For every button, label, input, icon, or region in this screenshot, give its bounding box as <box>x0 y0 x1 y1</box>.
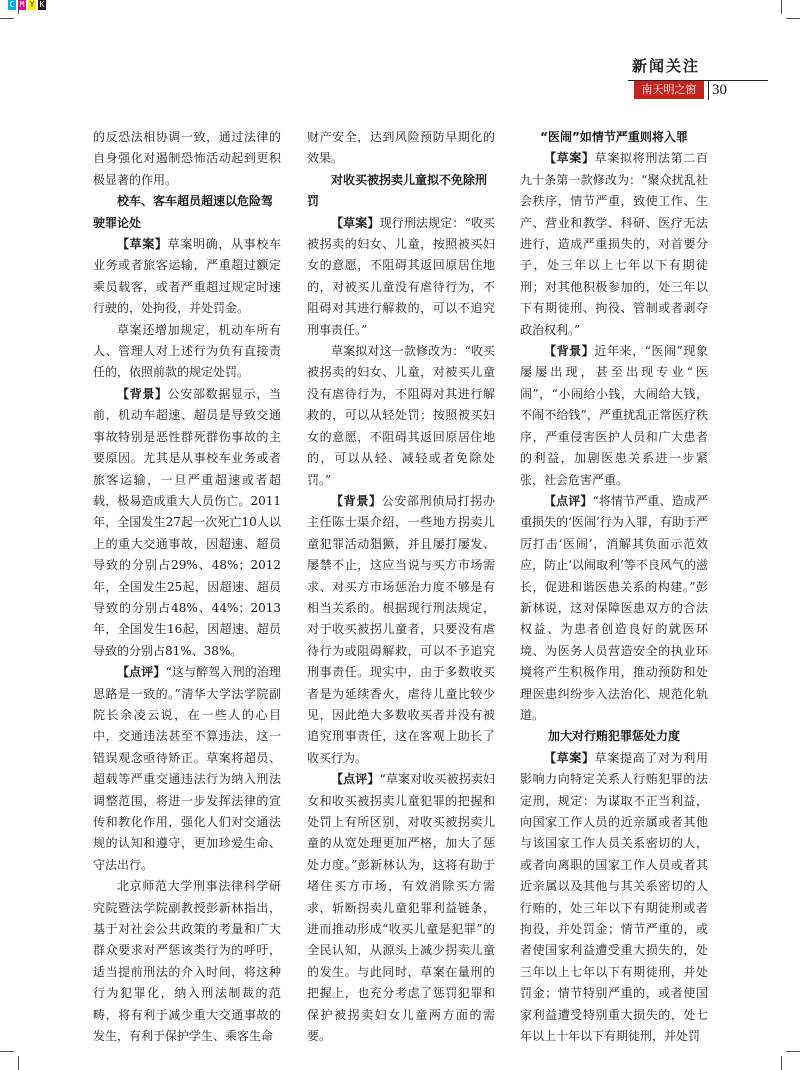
paragraph: 草案拟对这一款修改为：“收买被拐卖的妇女、儿童，对被买儿童没有虐待行为，不阻碍对其进行解救的，可以从轻处罚；按照被买妇女的意愿，不阻碍其返回原居住地的，可以从轻、减轻或者免除处罚。” <box>307 344 495 487</box>
label-tag: 【点评】 <box>331 772 380 787</box>
paragraph-text: “将情节严重、造成严重损失的‘医闹’行为入罪，有助于严厉打击‘医闹’，消解其负面示范效应，防止‘以闹取利’等不良风气的滋长，促进和谐医患关系的构建。”彭新林说，这对保障医患双方的合法权益、为患者创造良好的就医环境、为医务人员营造安全的执业环境将产生积极作用，推动预防和处理医患纠纷步入法治化、规范化轨道。 <box>520 493 708 722</box>
page-number-divider <box>708 81 709 100</box>
paragraph-text: 现行刑法规定：“收买被拐卖的妇女、儿童，按照被买妇女的意愿，不阻碍其返回原居住地的，对被买儿童没有虐待行为，不阻碍对其进行解救的，可以不追究刑事责任。” <box>307 215 495 337</box>
subheading: 校车、客车超员超速以危险驾驶罪论处 <box>93 194 274 230</box>
column-name-tag: 南天明之窗 <box>634 81 704 99</box>
article-column-2 <box>307 127 495 1047</box>
crop-mark-tr-v <box>781 0 782 14</box>
cmyk-m: M <box>19 0 25 9</box>
cmyk-y: Y <box>29 0 35 9</box>
paragraph-text: 公安部数据显示，当前，机动车超速、超员是导致交通事故特别是恶性群死群伤事故的主要原因。尤其是从事校车业务或者旅客运输，一旦严重超速或者超载，极易造成重大人员伤亡。2011年，全国发生27起一次死亡10人以上的重大交通事故，因超速、超员导致的分别占29%、48%；2012年，全国发生25起，因超速、超员导致的分别占48%、44%；2013年，全国发生16起，因超速、超员导致的分别占81%、38%。 <box>93 386 281 658</box>
cmyk-registration-bar <box>8 0 46 10</box>
paragraph <box>307 213 495 341</box>
label-tag: 【草案】 <box>544 151 595 166</box>
label-tag: 【背景】 <box>117 386 168 401</box>
subheading: “医闹”如情节严重则将入罪 <box>540 130 688 144</box>
label-tag: 【草案】 <box>117 237 168 252</box>
label-tag: 【点评】 <box>544 493 593 508</box>
paragraph <box>520 148 708 341</box>
subheading: 加大对行贿犯罪惩处力度 <box>547 729 680 744</box>
cmyk-c: C <box>9 0 15 9</box>
paragraph: 的反恐法相协调一致，通过法律的自身强化对遏制恐怖活动起到更积极显著的作用。 <box>93 130 281 187</box>
crop-mark-bl-v <box>18 1056 19 1070</box>
crop-mark-bl-h <box>0 1051 14 1052</box>
paragraph: 草案还增加规定，机动车所有人、管理人对上述行为负有直接责任的，依照前款的规定处罚。 <box>93 322 281 380</box>
crop-mark-br-v <box>781 1056 782 1070</box>
paragraph <box>93 234 281 320</box>
paragraph <box>93 384 281 662</box>
paragraph-text: 草案拟将刑法第二百九十条第一款修改为：“聚众扰乱社会秩序，情节严重，致使工作、生产、营业和教学、科研、医疗无法进行，造成严重损失的，对首要分子，处三年以上七年以下有期徒刑；对其他积极参加的，处三年以下有期徒刑、拘役、管制或者剥夺政治权利。” <box>520 151 708 337</box>
paragraph: 北京师范大学刑事法律科学研究院暨法学院副教授彭新林指出，基于对社会公共政策的考量和广大群众要求对严惩该类行为的呼吁，适当提前刑法的介入时间，将这种行为犯罪化，纳入刑法制裁的范畴，将有利于减少重大交通事故的发生，有利于保护学生、乘客生命 <box>93 879 281 1044</box>
page-number: 30 <box>712 82 727 98</box>
paragraph <box>307 491 495 769</box>
crop-mark-br-h <box>786 1051 800 1052</box>
paragraph-text: 公安部刑侦局打拐办主任陈士渠介绍，一些地方拐卖儿童犯罪活动猖獗，并且屡打屡发、屡禁不止，这应当说与买方市场需求、对买方市场惩治力度不够是有相当关系的。根据现行刑法规定，对于收买被拐儿童者，只要没有虐待行为或阻碍解救，可以不予追究刑事责任。现实中，由于多数收买者是为延续香火，虐待儿童比较少见，因此绝大多数收买者并没有被追究刑事责任，这在客观上助长了收买行为。 <box>307 493 495 765</box>
crop-mark-tl-h <box>0 18 14 19</box>
label-tag: 【背景】 <box>331 493 382 508</box>
cmyk-k: K <box>39 0 45 9</box>
paragraph <box>93 662 281 876</box>
paragraph: 财产安全，达到风险预防早期化的效果。 <box>307 130 495 166</box>
label-tag: 【草案】 <box>544 750 595 765</box>
paragraph <box>520 491 708 726</box>
paragraph-text: 草案明确，从事校车业务或者旅客运输，严重超过额定乘员载客，或者严重超过规定时速行驶的，处拘役，并处罚金。 <box>93 237 281 316</box>
article-column-3 <box>520 127 708 1047</box>
paragraph-text: 草案提高了对为利用影响力向特定关系人行贿犯罪的法定刑，规定：为谋取不正当利益，向国家工作人员的近亲属或者其他与该国家工作人员关系密切的人，或者向离职的国家工作人员或者其近亲属以及其他与其关系密切的人行贿的，处三年以下有期徒刑或者拘役，并处罚金；情节严重的，或者使国家利益遭受重大损失的，处三年以上七年以下有期徒刑，并处罚金；情节特别严重的，或者使国家利益遭受特别重大损失的，处七年以上十年以下有期徒刑，并处罚 <box>520 750 708 1044</box>
article-column-1 <box>93 127 281 1047</box>
paragraph <box>307 769 495 1047</box>
section-title: 新闻关注 <box>631 57 700 75</box>
label-tag: 【背景】 <box>544 344 595 359</box>
paragraph-text: 近年来，“医闹”现象屡屡出现，甚至出现专业“医闹”，“小闹给小钱，大闹给大钱，不闹不给钱”，严重扰乱正常医疗秩序，严重侵害医护人员和广大患者的利益，加剧医患关系进一步紧张，社会危害严重。 <box>520 344 708 487</box>
paragraph <box>520 341 708 491</box>
paragraph <box>520 748 708 1048</box>
subheading: 对收买被拐卖儿童拟不免除刑罚 <box>307 172 488 209</box>
crop-mark-tr-h <box>786 18 800 19</box>
paragraph-text: “这与醉驾入刑的治理思路是一致的。”清华大学法学院副院长余凌云说，在一些人的心目中，交通违法甚至不算违法，这一错误观念亟待矫正。草案将超员、超载等严重交通违法行为纳入刑法调整范围，将进一步发挥法律的宣传和教化作用，强化人们对交通法规的认知和遵守，更加珍爱生命、守法出行。 <box>93 665 281 872</box>
label-tag: 【草案】 <box>331 215 380 230</box>
paragraph-text: “草案对收买被拐卖妇女和收买被拐卖儿童犯罪的把握和处罚上有所区别，对收买被拐卖儿童的从宽处理更加严格，加大了惩处力度。”彭新林认为，这将有助于堵住买方市场，有效消除买方需求，斩断拐卖儿童犯罪利益链条，进而推动形成“收买儿童是犯罪”的全民认知，从源头上减少拐卖儿童的发生。与此同时，草案在量刑的把握上，也充分考虑了惩罚犯罪和保护被拐卖妇女儿童两方面的需要。 <box>307 772 495 1044</box>
crop-mark-tl-v <box>18 0 19 14</box>
label-tag: 【点评】 <box>117 665 166 680</box>
